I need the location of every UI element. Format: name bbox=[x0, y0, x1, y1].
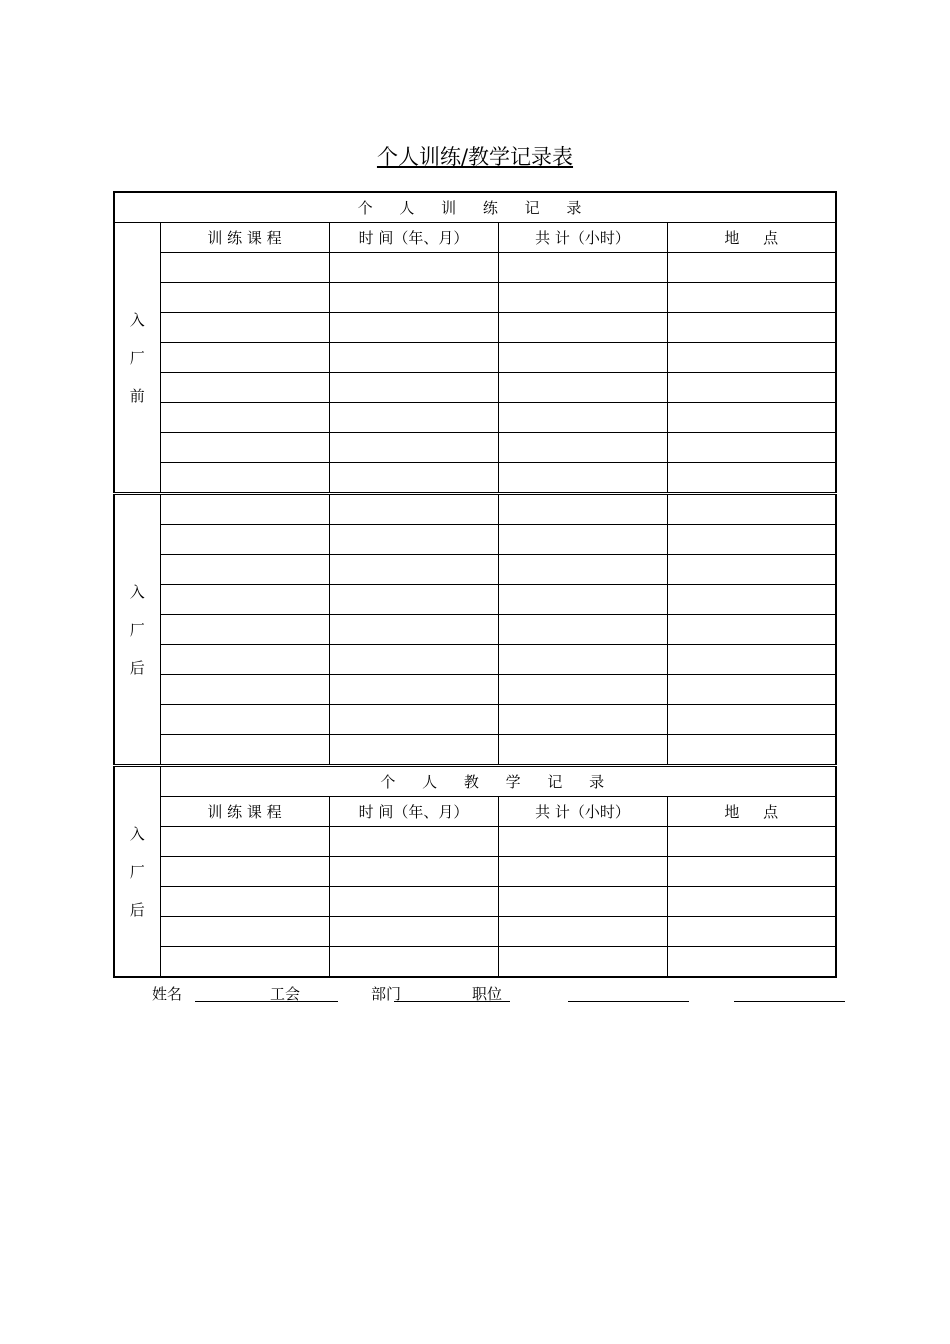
cell-course[interactable] bbox=[160, 313, 329, 343]
cell-hours[interactable] bbox=[498, 675, 667, 705]
cell-time[interactable] bbox=[329, 343, 498, 373]
union-label: 工会 bbox=[270, 985, 301, 1003]
table-row bbox=[114, 253, 836, 283]
col-location: 地 点 bbox=[667, 797, 836, 827]
cell-time[interactable] bbox=[329, 645, 498, 675]
cell-location[interactable] bbox=[667, 403, 836, 433]
cell-location[interactable] bbox=[667, 253, 836, 283]
col-course: 训 练 课 程 bbox=[160, 797, 329, 827]
table-row bbox=[114, 555, 836, 585]
cell-course[interactable] bbox=[160, 615, 329, 645]
cell-time[interactable] bbox=[329, 705, 498, 735]
cell-hours[interactable] bbox=[498, 705, 667, 735]
cell-course[interactable] bbox=[160, 463, 329, 494]
cell-time[interactable] bbox=[329, 615, 498, 645]
table-row bbox=[114, 373, 836, 403]
cell-course[interactable] bbox=[160, 705, 329, 735]
cell-time[interactable] bbox=[329, 675, 498, 705]
cell-hours[interactable] bbox=[498, 887, 667, 917]
cell-time[interactable] bbox=[329, 373, 498, 403]
cell-location[interactable] bbox=[667, 494, 836, 525]
cell-hours[interactable] bbox=[498, 585, 667, 615]
cell-hours[interactable] bbox=[498, 313, 667, 343]
table-row bbox=[114, 313, 836, 343]
table-row bbox=[114, 343, 836, 373]
cell-location[interactable] bbox=[667, 887, 836, 917]
table-row bbox=[114, 615, 836, 645]
cell-time[interactable] bbox=[329, 735, 498, 766]
cell-hours[interactable] bbox=[498, 645, 667, 675]
table-row bbox=[114, 887, 836, 917]
cell-location[interactable] bbox=[667, 675, 836, 705]
cell-course[interactable] bbox=[160, 887, 329, 917]
table-row bbox=[114, 705, 836, 735]
cell-location[interactable] bbox=[667, 615, 836, 645]
cell-hours[interactable] bbox=[498, 403, 667, 433]
col-course: 训 练 课 程 bbox=[160, 223, 329, 253]
col-total-hours: 共 计（小时） bbox=[498, 223, 667, 253]
cell-time[interactable] bbox=[329, 585, 498, 615]
cell-hours[interactable] bbox=[498, 947, 667, 978]
table-row bbox=[114, 947, 836, 978]
cell-hours[interactable] bbox=[498, 615, 667, 645]
training-column-header-row bbox=[114, 223, 836, 253]
cell-location[interactable] bbox=[667, 525, 836, 555]
cell-time[interactable] bbox=[329, 313, 498, 343]
signature-footer bbox=[0, 983, 950, 1007]
cell-course[interactable] bbox=[160, 917, 329, 947]
table-row bbox=[114, 735, 836, 766]
cell-course[interactable] bbox=[160, 283, 329, 313]
cell-hours[interactable] bbox=[498, 857, 667, 887]
cell-location[interactable] bbox=[667, 705, 836, 735]
training-heading-row bbox=[114, 192, 836, 223]
cell-course[interactable] bbox=[160, 343, 329, 373]
cell-hours[interactable] bbox=[498, 373, 667, 403]
cell-time[interactable] bbox=[329, 857, 498, 887]
cell-course[interactable] bbox=[160, 585, 329, 615]
cell-time[interactable] bbox=[329, 947, 498, 978]
cell-course[interactable] bbox=[160, 433, 329, 463]
cell-location[interactable] bbox=[667, 313, 836, 343]
training-heading: 个 人 训 练 记 录 bbox=[114, 192, 836, 223]
cell-location[interactable] bbox=[667, 433, 836, 463]
group-before-entry-label: 入厂前 bbox=[129, 310, 145, 405]
cell-time[interactable] bbox=[329, 525, 498, 555]
col-location: 地 点 bbox=[667, 223, 836, 253]
dept-label: 部门 bbox=[371, 985, 402, 1003]
group-after-entry-label: 入厂后 bbox=[129, 582, 145, 677]
record-table bbox=[113, 191, 837, 978]
cell-course[interactable] bbox=[160, 827, 329, 857]
cell-location[interactable] bbox=[667, 343, 836, 373]
cell-location[interactable] bbox=[667, 735, 836, 766]
cell-hours[interactable] bbox=[498, 283, 667, 313]
cell-hours[interactable] bbox=[498, 735, 667, 766]
cell-time[interactable] bbox=[329, 433, 498, 463]
table-row bbox=[114, 283, 836, 313]
cell-hours[interactable] bbox=[498, 433, 667, 463]
group-before-entry bbox=[114, 223, 160, 494]
cell-course[interactable] bbox=[160, 525, 329, 555]
table-row bbox=[114, 857, 836, 887]
cell-location[interactable] bbox=[667, 645, 836, 675]
cell-course[interactable] bbox=[160, 555, 329, 585]
group-teaching-after-entry-label: 入厂后 bbox=[129, 824, 145, 919]
cell-course[interactable] bbox=[160, 373, 329, 403]
cell-location[interactable] bbox=[667, 857, 836, 887]
page-title: 个人训练/教学记录表 bbox=[376, 145, 574, 169]
cell-course[interactable] bbox=[160, 645, 329, 675]
table-row bbox=[114, 463, 836, 494]
cell-course[interactable] bbox=[160, 947, 329, 978]
table-row bbox=[114, 585, 836, 615]
cell-hours[interactable] bbox=[498, 827, 667, 857]
cell-location[interactable] bbox=[667, 585, 836, 615]
table-row bbox=[114, 917, 836, 947]
cell-time[interactable] bbox=[329, 917, 498, 947]
cell-location[interactable] bbox=[667, 555, 836, 585]
cell-course[interactable] bbox=[160, 675, 329, 705]
cell-hours[interactable] bbox=[498, 463, 667, 494]
cell-time[interactable] bbox=[329, 555, 498, 585]
group-teaching-after-entry bbox=[114, 766, 160, 978]
blank-field-2[interactable] bbox=[734, 1001, 845, 1002]
cell-hours[interactable] bbox=[498, 343, 667, 373]
cell-hours[interactable] bbox=[498, 253, 667, 283]
group-after-entry bbox=[114, 494, 160, 766]
cell-location[interactable] bbox=[667, 827, 836, 857]
table-row bbox=[114, 525, 836, 555]
cell-location[interactable] bbox=[667, 917, 836, 947]
cell-hours[interactable] bbox=[498, 555, 667, 585]
col-time: 时 间（年、月） bbox=[329, 223, 498, 253]
cell-time[interactable] bbox=[329, 827, 498, 857]
table-row bbox=[114, 827, 836, 857]
table-row bbox=[114, 645, 836, 675]
table-row bbox=[114, 403, 836, 433]
cell-course[interactable] bbox=[160, 857, 329, 887]
cell-course[interactable] bbox=[160, 735, 329, 766]
cell-location[interactable] bbox=[667, 463, 836, 494]
cell-location[interactable] bbox=[667, 947, 836, 978]
name-field[interactable] bbox=[195, 1001, 338, 1002]
col-total-hours: 共 计（小时） bbox=[498, 797, 667, 827]
blank-field-1[interactable] bbox=[568, 1001, 689, 1002]
cell-hours[interactable] bbox=[498, 494, 667, 525]
table-row bbox=[114, 433, 836, 463]
table-row bbox=[114, 675, 836, 705]
cell-time[interactable] bbox=[329, 887, 498, 917]
cell-time[interactable] bbox=[329, 283, 498, 313]
cell-time[interactable] bbox=[329, 403, 498, 433]
teaching-heading-row bbox=[114, 766, 836, 797]
cell-time[interactable] bbox=[329, 463, 498, 494]
col-time: 时 间（年、月） bbox=[329, 797, 498, 827]
teaching-column-header-row bbox=[114, 797, 836, 827]
cell-hours[interactable] bbox=[498, 917, 667, 947]
cell-hours[interactable] bbox=[498, 525, 667, 555]
cell-course[interactable] bbox=[160, 494, 329, 525]
cell-course[interactable] bbox=[160, 403, 329, 433]
teaching-heading: 个 人 教 学 记 录 bbox=[160, 766, 836, 797]
position-label: 职位 bbox=[472, 985, 503, 1003]
name-label: 姓名 bbox=[152, 985, 183, 1003]
cell-time[interactable] bbox=[329, 253, 498, 283]
cell-location[interactable] bbox=[667, 373, 836, 403]
cell-course[interactable] bbox=[160, 253, 329, 283]
table-row bbox=[114, 494, 836, 525]
cell-location[interactable] bbox=[667, 283, 836, 313]
cell-time[interactable] bbox=[329, 494, 498, 525]
